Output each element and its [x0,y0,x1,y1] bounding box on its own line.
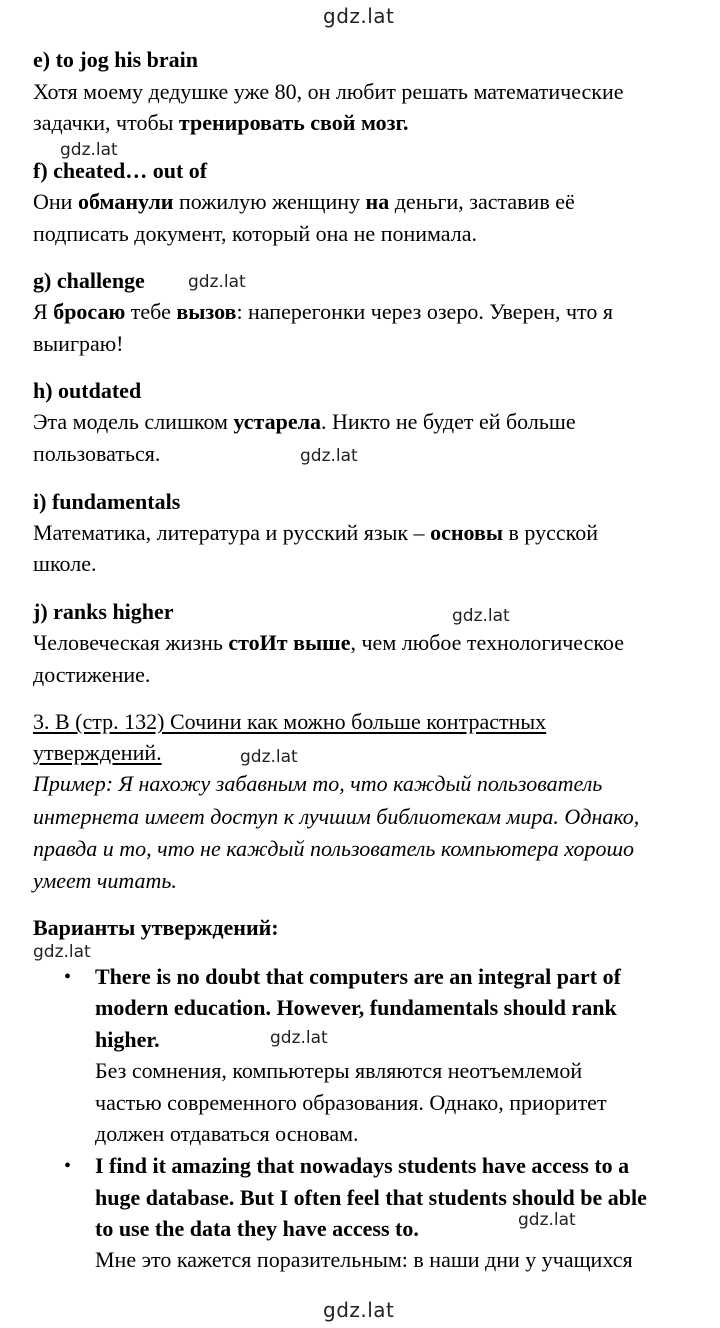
variant-1-ru-line3: должен отдаваться основам. [95,1121,359,1146]
variant-1-en-line1: There is no doubt that computers are an integral part of [95,964,621,989]
section-j-line1: Человеческая жизнь стоИт выше, чем любое технологическое [33,630,624,655]
section-e-title: e) to jog his brain [33,47,198,72]
watermark: gdz.lat [188,272,246,292]
variant-1-ru-line2: частью современного образования. Однако, приоритет [95,1090,607,1115]
example-line2: интернета имеет доступ к лучшим библиотекам мира. Однако, [33,804,640,829]
variant-2-en-line2: huge database. But I often feel that students should be able [95,1185,647,1210]
example-line1: Пример: Я нахожу забавным то, что каждый пользователь [33,771,603,796]
variant-2-en-line1: I find it amazing that nowadays students have access to a [95,1153,630,1178]
section-j-line2: достижение. [33,662,151,687]
section-g-line2: выиграю! [33,331,124,356]
watermark: gdz.lat [270,1028,328,1048]
variant-2-ru-line1: Мне это кажется поразительным: в наши дни у учащихся [95,1247,633,1272]
bullet-icon: • [64,1155,72,1177]
section-i-line1: Математика, литература и русский язык – основы в русской [33,520,598,545]
section-i-line2: школе. [33,551,97,576]
watermark: gdz.lat [240,747,298,767]
watermark: gdz.lat [452,606,510,626]
section-e-line1: Хотя моему дедушке уже 80, он любит решать математические [33,79,624,104]
task-line1: 3. B (стр. 132) Сочини как можно больше контрастных [33,709,547,734]
section-j-title: j) ranks higher [33,599,174,624]
task-line2: утверждений. [33,740,162,765]
section-e-line2: задачки, чтобы тренировать свой мозг. [33,110,409,135]
bullet-icon: • [64,966,72,988]
section-h-title: h) outdated [33,378,142,403]
example-line3: правда и то, что не каждый пользователь компьютера хорошо [33,836,635,861]
variant-1-ru-line1: Без сомнения, компьютеры являются неотъемлемой [95,1058,583,1083]
variant-1-en-line2: modern education. However, fundamentals should rank [95,995,617,1020]
section-i-title: i) fundamentals [33,489,181,514]
section-f-title: f) cheated… out of [33,158,208,183]
section-g-line1: Я бросаю тебе вызов: наперегонки через озеро. Уверен, что я [33,299,613,324]
section-g-title: g) challenge [33,268,145,293]
section-h-line2: пользоваться. [33,441,161,466]
variants-heading: Варианты утверждений: [33,915,279,940]
watermark: gdz.lat [60,140,118,160]
watermark: gdz.lat [518,1210,576,1230]
variant-2-en-line3: to use the data they have access to. [95,1216,419,1241]
watermark: gdz.lat [300,446,358,466]
section-f-line1: Они обманули пожилую женщину на деньги, заставив её [33,189,575,214]
variant-1-en-line3: higher. [95,1027,160,1052]
watermark: gdz.lat [33,942,91,962]
watermark-bottom: gdz.lat [323,1298,395,1322]
example-line4: умеет читать. [33,868,177,893]
section-h-line1: Эта модель слишком устарела. Никто не будет ей больше [33,409,576,434]
watermark-top: gdz.lat [323,4,395,28]
section-f-line2: подписать документ, который она не понимала. [33,221,477,246]
